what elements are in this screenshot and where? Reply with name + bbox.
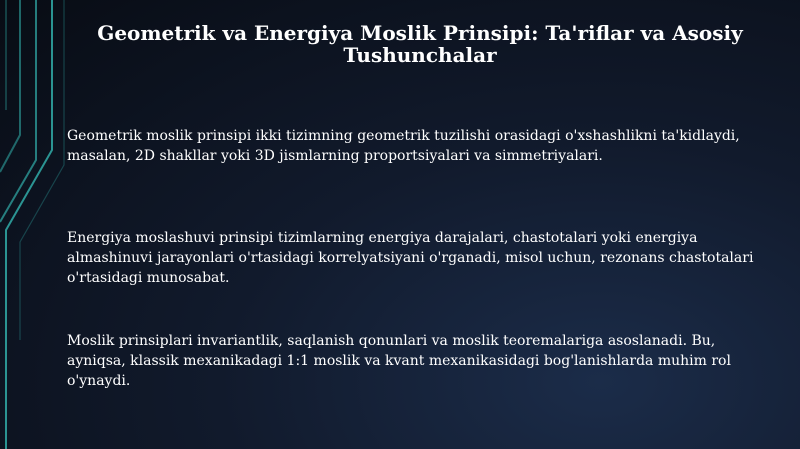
paragraph-energy-correspondence: Energiya moslashuvi prinsipi tizimlarning energiya darajalari, chastotalari yoki energiya almashinuvi jarayonlari o'rtasidagi korrelyatsiyani o'rganadi, misol uchun, rezonans chastotalari o'rtasidagi munosabat. [67, 230, 754, 286]
circuit-line-1 [6, 0, 52, 449]
decorative-circuit-lines [0, 0, 70, 449]
slide-title: Geometrik va Energiya Moslik Prinsipi: Ta'riflar va Asosiy Tushunchalar [97, 21, 743, 67]
paragraph-correspondence-principles: Moslik prinsiplari invariantlik, saqlanish qonunlari va moslik teoremalariga asoslanadi. Bu, ayniqsa, klassik mexanikadagi 1:1 moslik va kvant mexanikasidagi bog'lanishlarda muhim rol o'ynaydi. [67, 333, 731, 389]
circuit-line-5 [20, 0, 64, 340]
paragraph-geometric-similarity: Geometrik moslik prinsipi ikki tizimning geometrik tuzilishi orasidagi o'xshashlikni ta'kidlaydi, masalan, 2D shakllar yoki 3D jismlarning proportsiyalari va simmetriyalari. [67, 128, 740, 164]
circuit-line-3 [0, 0, 20, 172]
